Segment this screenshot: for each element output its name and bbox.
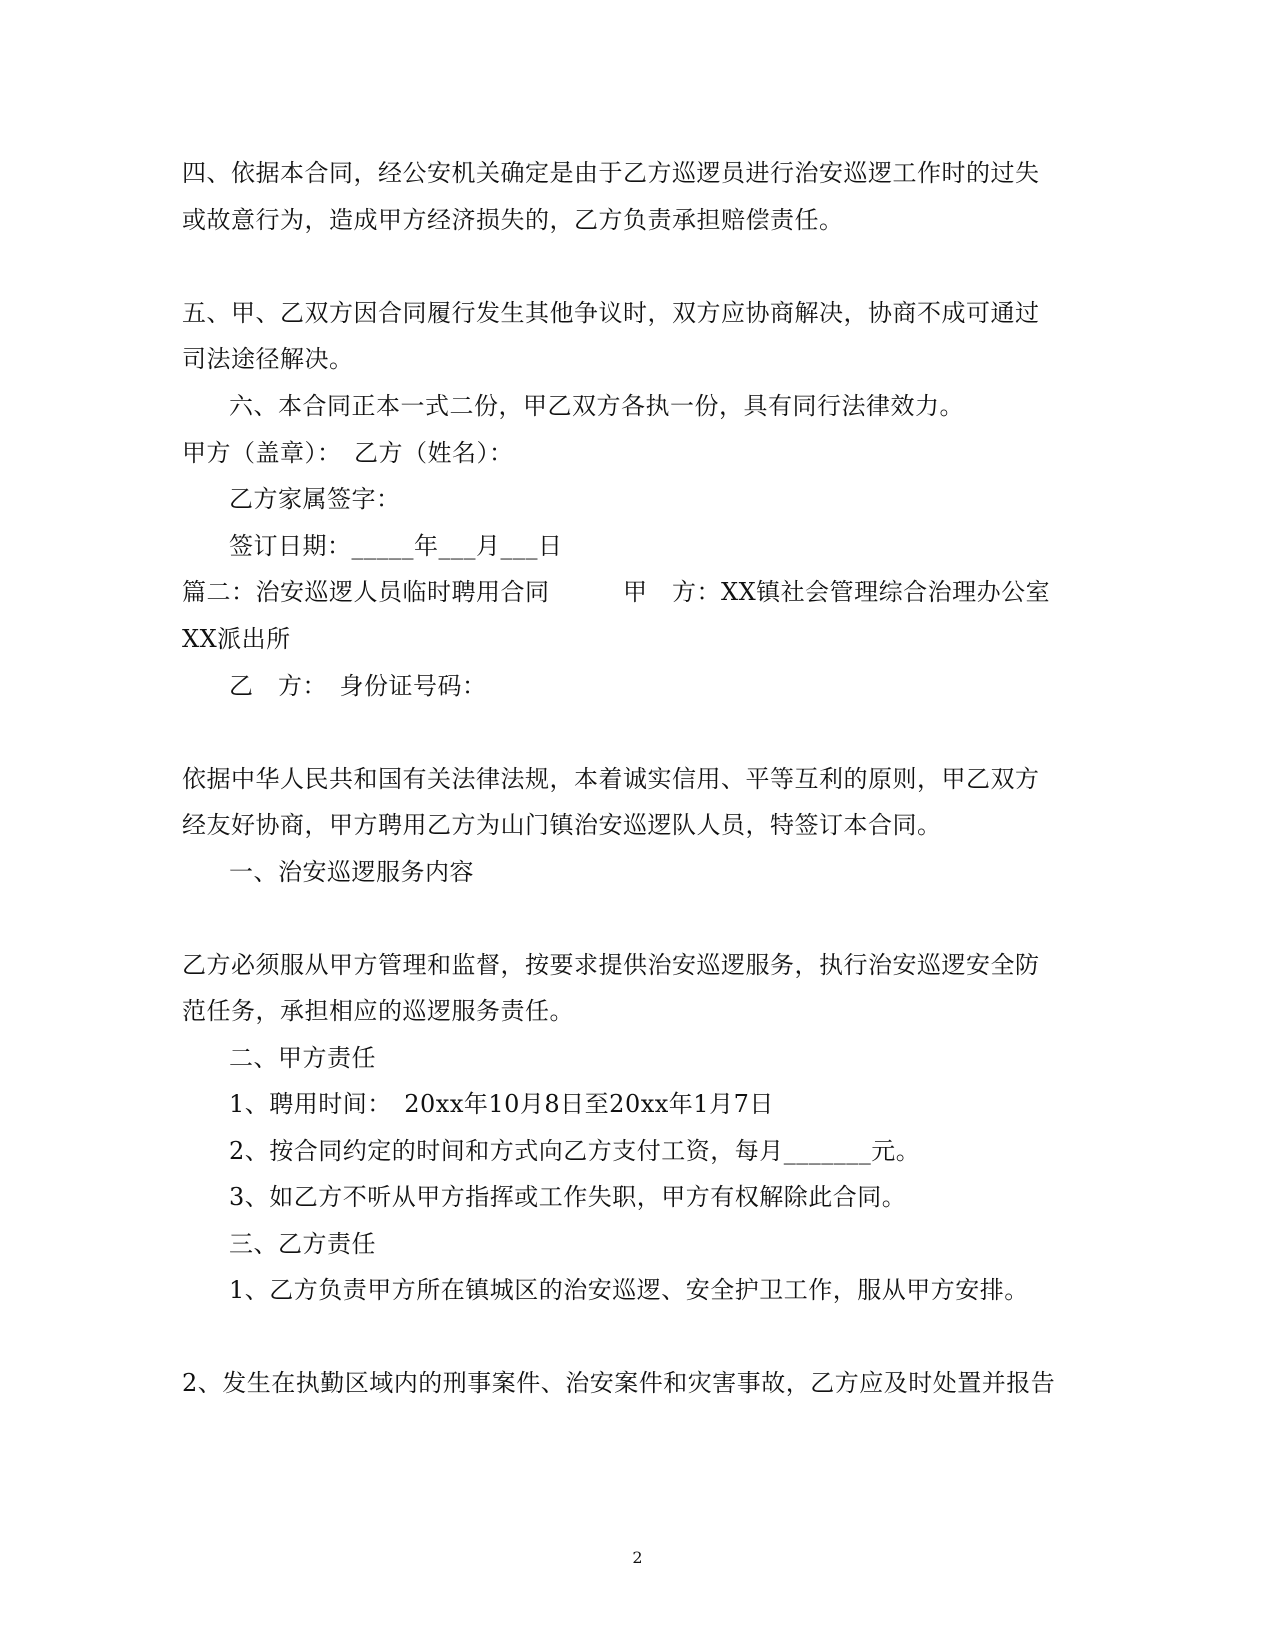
- party-signature-line: 甲方（盖章）： 乙方（姓名）：: [182, 439, 514, 467]
- section-1-line-2: 范任务，承担相应的巡逻服务责任。: [182, 997, 574, 1025]
- clause-5-line-2: 司法途径解决。: [182, 345, 354, 373]
- section-two-heading: 篇二：治安巡逻人员临时聘用合同 甲 方：XX镇社会管理综合治理办公室: [182, 578, 1051, 606]
- clause-4-line-1: 四、依据本合同，经公安机关确定是由于乙方巡逻员进行治安巡逻工作时的过失: [182, 159, 1040, 187]
- preamble-line-2: 经友好协商，甲方聘用乙方为山门镇治安巡逻队人员，特签订本合同。: [182, 811, 942, 839]
- section-2-heading: 二、甲方责任: [229, 1044, 376, 1072]
- family-signature-line: 乙方家属签字：: [229, 485, 401, 513]
- clause-5-line-1: 五、甲、乙双方因合同履行发生其他争议时，双方应协商解决，协商不成可通过: [182, 299, 1040, 327]
- section-1-heading: 一、治安巡逻服务内容: [229, 858, 474, 886]
- section-3-heading: 三、乙方责任: [229, 1230, 376, 1258]
- signing-date-line: 签订日期：_____年___月___日: [229, 532, 563, 560]
- section-2-item-3: 3、如乙方不听从甲方指挥或工作失职，甲方有权解除此合同。: [229, 1183, 907, 1211]
- section-3-item-1: 1、乙方负责甲方所在镇城区的治安巡逻、安全护卫工作，服从甲方安排。: [229, 1276, 1029, 1304]
- preamble-line-1: 依据中华人民共和国有关法律法规，本着诚实信用、平等互利的原则，甲乙双方: [182, 765, 1040, 793]
- page-number: 2: [632, 1548, 643, 1567]
- clause-6: 六、本合同正本一式二份，甲乙双方各执一份，具有同行法律效力。: [229, 392, 964, 420]
- party-a-continuation: XX派出所: [182, 625, 291, 653]
- section-2-item-1: 1、聘用时间： 20xx年10月8日至20xx年1月7日: [229, 1090, 774, 1118]
- party-b-line: 乙 方： 身份证号码：: [229, 672, 487, 700]
- section-2-item-2: 2、按合同约定的时间和方式向乙方支付工资，每月_______元。: [229, 1137, 921, 1165]
- clause-4-line-2: 或故意行为，造成甲方经济损失的，乙方负责承担赔偿责任。: [182, 206, 844, 234]
- section-1-line-1: 乙方必须服从甲方管理和监督，按要求提供治安巡逻服务，执行治安巡逻安全防: [182, 951, 1040, 979]
- section-3-item-2: 2、发生在执勤区域内的刑事案件、治安案件和灾害事故，乙方应及时处置并报告: [182, 1369, 1056, 1397]
